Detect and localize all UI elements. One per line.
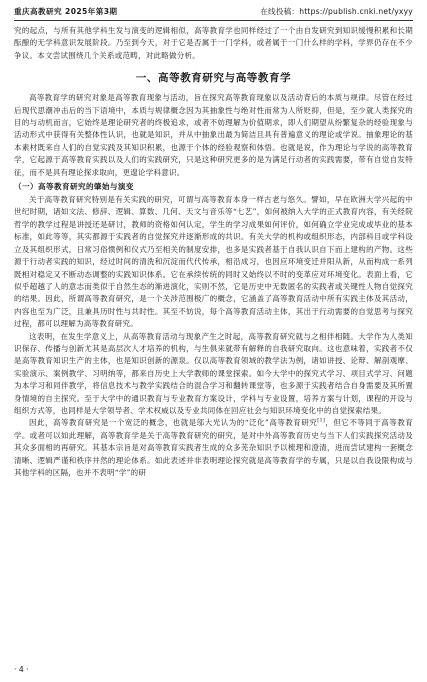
article-body (14, 25, 413, 665)
paragraph-text: 因此，高等教育研究是一个宽泛的概念，也就是邬大光认为的“泛化”高等教育研究 (29, 418, 318, 428)
citation-marker[interactable]: [1] (317, 417, 326, 424)
submission-url: 在线投稿：https://publish.cnki.net/yxyy (260, 7, 413, 16)
subsection-paragraph-1: 关于高等教育研究特别是有关实践的研究，可谓与高等教育本身一样古老与悠久。譬如，早在欧洲大学兴起的中世纪时期，诸如文法、修辞、逻辑、算数、几何、天文与音乐等“七艺”，如何被纳入大学的正式教育内容，有关经院哲学的教学过程是讲授还是研讨，教师的资格如何认定，学生的学习成果如何评价，如何确立学业完成或毕业的基本标准，如此等等，其实都源于实践者的自觉探究并逐渐形成的共识。有关大学的机构或组织形态，内部科目或学科设立及其组织形式，日常习俗惯例和仪式乃至相关的制度安排，也多是实践者基于自我认识自下而上建构的产物。这些源于行动者实践的知识，经过时间的清洗和沉淀而代代传承，相沿成习，也因应环境变迁并阳从新，从而构成一系列既相对稳定又不断动态调整的实践知识体系。它在承续传统的同时又始终以不时的变革应对环境变化。表面上看，它似乎超越了人的意志而类似于自然生态的渐进演化，实则不然，它是历史中无数匿名的实践者或关键性人物自觉探究的结果。因此，所谓高等教育研究，是一个关涉范围极广的概念，它涵盖了高等教育活动中所有实践主体及其活动，内容也至为广泛，且兼具历时性与共时性。其至不妨说，每个高等教育活动主体，其出于行动需要的自觉思考与探究过程，都可以理解为高等教育研究。 (14, 195, 413, 329)
section-heading: 一、高等教育研究与高等教育学 (135, 72, 292, 85)
subsection-paragraph-3 (14, 417, 413, 479)
header-rule (14, 20, 413, 21)
intro-paragraph: 究的起点，与所有其他学科生发与演变的逻辑相似，高等教育学也同样经过了一个由自发研究到知识缓慢积累和长期酝酿的无学科意识发展阶段。乃至到今天，对于它是否属于一门学科，或者属于一门什么样的学科，学界仍存在不少争议。本文尝试围绕几个关系或范畴，对此略做分析。 (14, 26, 413, 60)
journal-title: 重庆高教研究 2025年第3期 (14, 7, 118, 16)
section-paragraph: 高等教育学的研究对象是高等教育现象与活动，旨在探究高等教育现象以及活动背后的本质与规律。尽管在经过后现代思潮冲击后的当下语境中，本质与规律概念因为其抽象性与绝对性而常为人所贬抑，但是，至少就人类探究的目的与动机而言，它始终是理论研究者的终极追求，或者不妨理解为价值期求，即人们期望从纷繁复杂的经验现象与活动形式中获得有关整体性认识，也就是知识，并从中抽象出最为简洁且具有普遍意义的理论或学说。抽象理论的基本素材既来自人们的自觉实践及其知识积累，也源于个体的经验观察和体悟。也就是说，作为理论与学说的高等教育学，它起源于高等教育实践以及人们的实践研究，只是这种研究更多的是为满足行动者的实践需要，带有自觉自发特征，而不是具有理论探求取向，更遑论学科意识。 (14, 93, 413, 177)
page-number: · 4 · (14, 665, 29, 674)
subsection-heading: （一）高等教育研究的肇始与演变 (14, 182, 134, 192)
paragraph-text-after: ，但它不等同于高等教育学。或者可以如此理解，高等教育学是关于高等教育研究的研究，是对中外高等教育历史与当下人们实践探究活动及其众多面相的再研究。其基本宗旨是对高等教育实践者生成的众多芜杂知识予以梳理和澄清，进而尝试建构一套概念清晰、逻辑严谨和秩序井然的理论体系。如此表述并非表明理论探究就是高等教育学的专属，只是以自我设限构成与其他学科的区隔，也并不表明“学”的研 (14, 418, 413, 477)
subsection-paragraph-2: 这表明，在发生学意义上，从高等教育活动与现象产生之时起，高等教育研究就与之相伴相随。大学作为人类知识保存、传播与创新尤其是高层次人才培养的机构，与生俱来就带有解释的自我研究取向。这也意味着，实践者不仅是高等教育知识生产的主体，也是知识创新的源泉。仅以高等教育领域的教学法为例，诸如讲授、论辩、解剖观摩、实验演示、案例教学、习明纳等，都来自历史上大学教师的课堂探索。如今大学中的探究式学习、项目式学习、问题为本学习和同伴教学，将信息技术与教学实践结合的混合学习和翻转课堂等，也多源于实践者结合自身需要及其所置身情境的自主探究。至于大学中的通识教育与专业教育方案设计，学科与专业设置，培养方案与计划，课程的开设与组织方式等，也同样是大学领导者、学术权威以及专业共同体在回应社会与知识环境变化中的自觉探索结果。 (14, 331, 413, 415)
running-header (14, 4, 413, 20)
